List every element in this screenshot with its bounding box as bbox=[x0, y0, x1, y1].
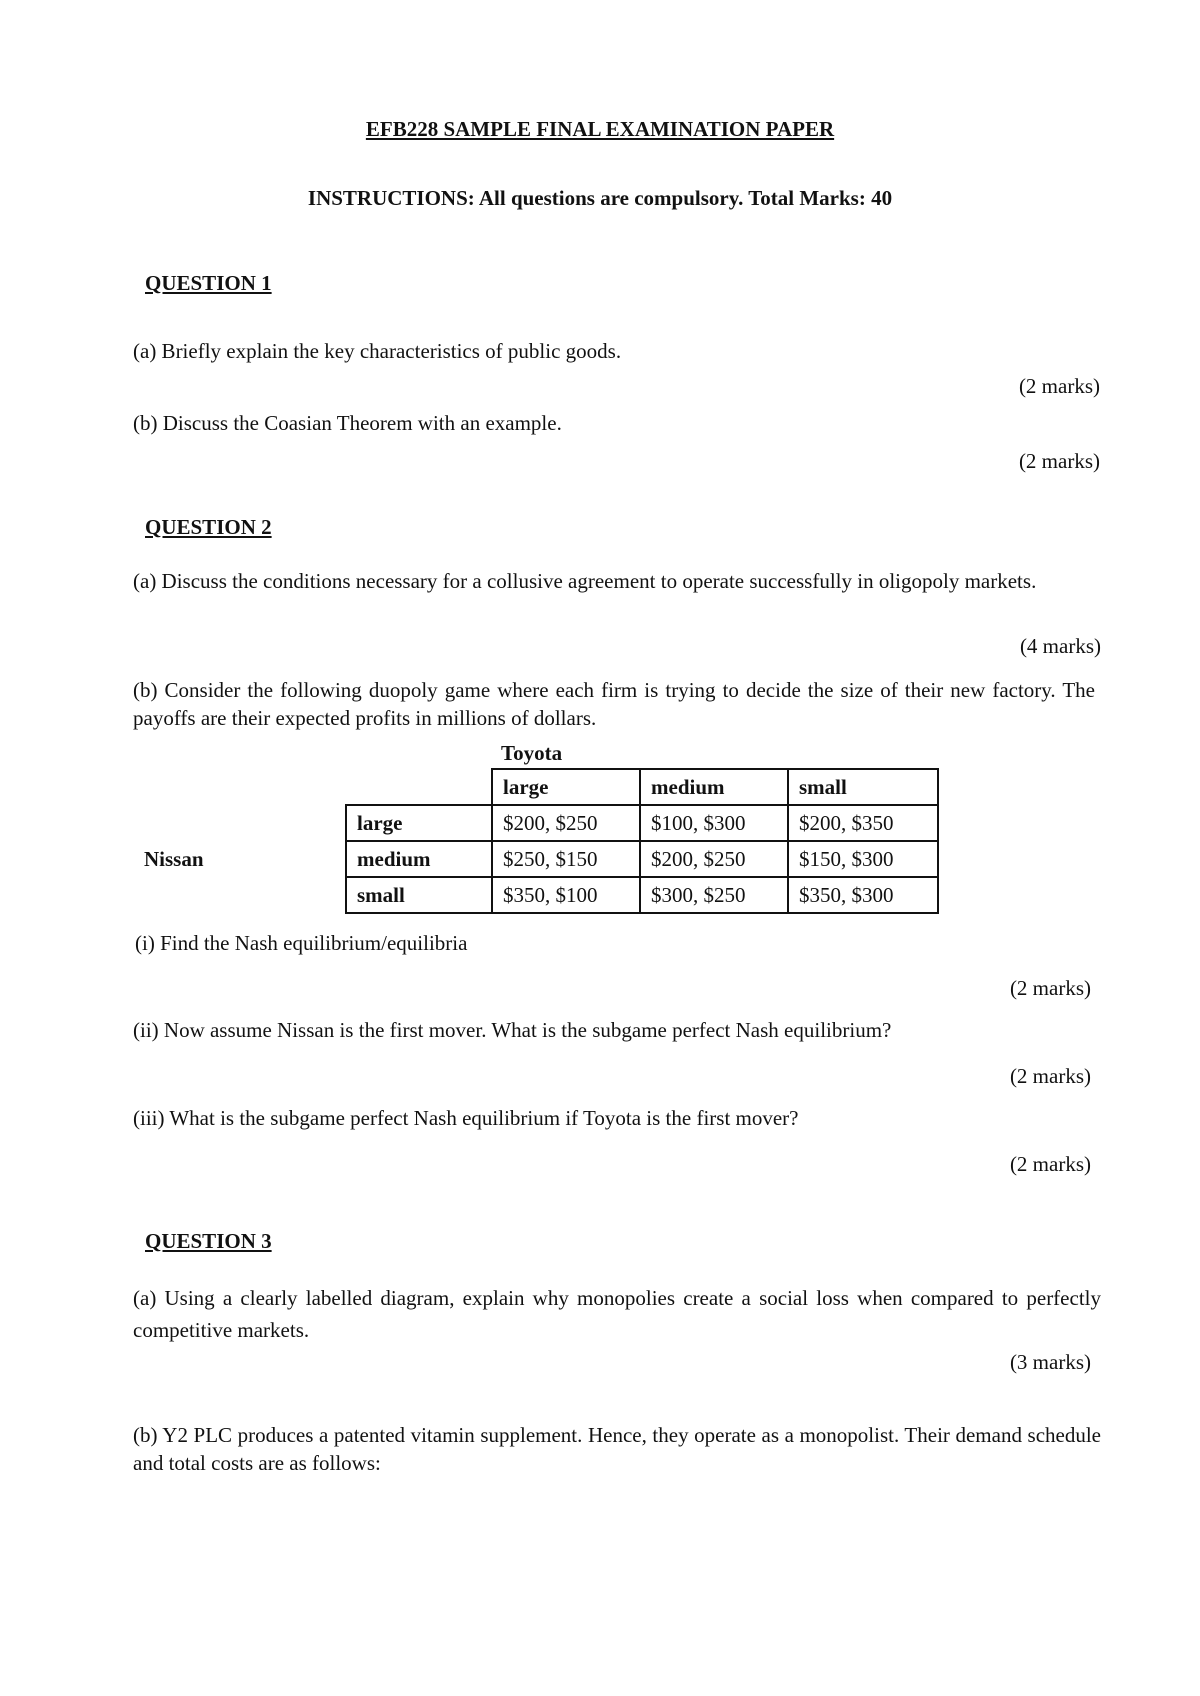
exam-instructions: INSTRUCTIONS: All questions are compulsory. Total Marks: 40 bbox=[307, 186, 893, 210]
payoff-cell: $350, $100 bbox=[492, 877, 640, 913]
toyota-label: Toyota bbox=[501, 741, 563, 765]
payoff-cell: $100, $300 bbox=[640, 805, 788, 841]
exam-title: EFB228 SAMPLE FINAL EXAMINATION PAPER bbox=[365, 117, 835, 141]
question-2a-marks: (4 marks) bbox=[1019, 634, 1101, 658]
question-2b-i-text: (i) Find the Nash equilibrium/equilibria bbox=[135, 931, 468, 955]
table-header-row bbox=[346, 769, 938, 805]
question-1a-text: (a) Briefly explain the key characteristics of public goods. bbox=[133, 339, 622, 363]
question-1b-text: (b) Discuss the Coasian Theorem with an example. bbox=[133, 411, 562, 435]
nissan-label: Nissan bbox=[144, 847, 204, 871]
question-3b-text: (b) Y2 PLC produces a patented vitamin supplement. Hence, they operate as a monopolist. Their demand schedule and total costs are as follows: bbox=[133, 1423, 1101, 1475]
payoff-cell: $200, $350 bbox=[788, 805, 938, 841]
payoff-cell: $300, $250 bbox=[640, 877, 788, 913]
table-row bbox=[346, 877, 938, 913]
question-1b-marks: (2 marks) bbox=[1018, 449, 1100, 473]
table-row bbox=[346, 841, 938, 877]
question-2-heading: QUESTION 2 bbox=[145, 515, 272, 539]
payoff-cell: $200, $250 bbox=[492, 805, 640, 841]
question-3a-text: (a) Using a clearly labelled diagram, explain why monopolies create a social loss when compared to perfectly competitive markets. bbox=[133, 1286, 1101, 1342]
question-2b-ii-marks: (2 marks) bbox=[1009, 1064, 1091, 1088]
question-2b-ii-text: (ii) Now assume Nissan is the first mover. What is the subgame perfect Nash equilibrium? bbox=[133, 1018, 892, 1042]
payoff-table bbox=[345, 768, 939, 914]
question-2b-iii-text: (iii) What is the subgame perfect Nash equilibrium if Toyota is the first mover? bbox=[133, 1106, 799, 1130]
column-header-large: large bbox=[492, 769, 640, 805]
column-header-small: small bbox=[788, 769, 938, 805]
column-header-medium: medium bbox=[640, 769, 788, 805]
payoff-cell: $250, $150 bbox=[492, 841, 640, 877]
payoff-cell: $350, $300 bbox=[788, 877, 938, 913]
table-corner-cell bbox=[346, 769, 492, 805]
question-1-heading: QUESTION 1 bbox=[145, 271, 272, 295]
table-row bbox=[346, 805, 938, 841]
question-2b-text: (b) Consider the following duopoly game where each firm is trying to decide the size of their new factory. The payoffs are their expected profits in millions of dollars. bbox=[133, 678, 1095, 730]
row-header-large: large bbox=[346, 805, 492, 841]
question-2b-i-marks: (2 marks) bbox=[1009, 976, 1091, 1000]
question-2b-iii-marks: (2 marks) bbox=[1009, 1152, 1091, 1176]
question-1a-marks: (2 marks) bbox=[1018, 374, 1100, 398]
row-header-medium: medium bbox=[346, 841, 492, 877]
row-header-small: small bbox=[346, 877, 492, 913]
question-3a-marks: (3 marks) bbox=[1009, 1350, 1091, 1374]
question-2a-text: (a) Discuss the conditions necessary for a collusive agreement to operate successfully in oligopoly markets. bbox=[133, 569, 1037, 593]
payoff-cell: $200, $250 bbox=[640, 841, 788, 877]
payoff-cell: $150, $300 bbox=[788, 841, 938, 877]
question-3-heading: QUESTION 3 bbox=[145, 1229, 272, 1253]
